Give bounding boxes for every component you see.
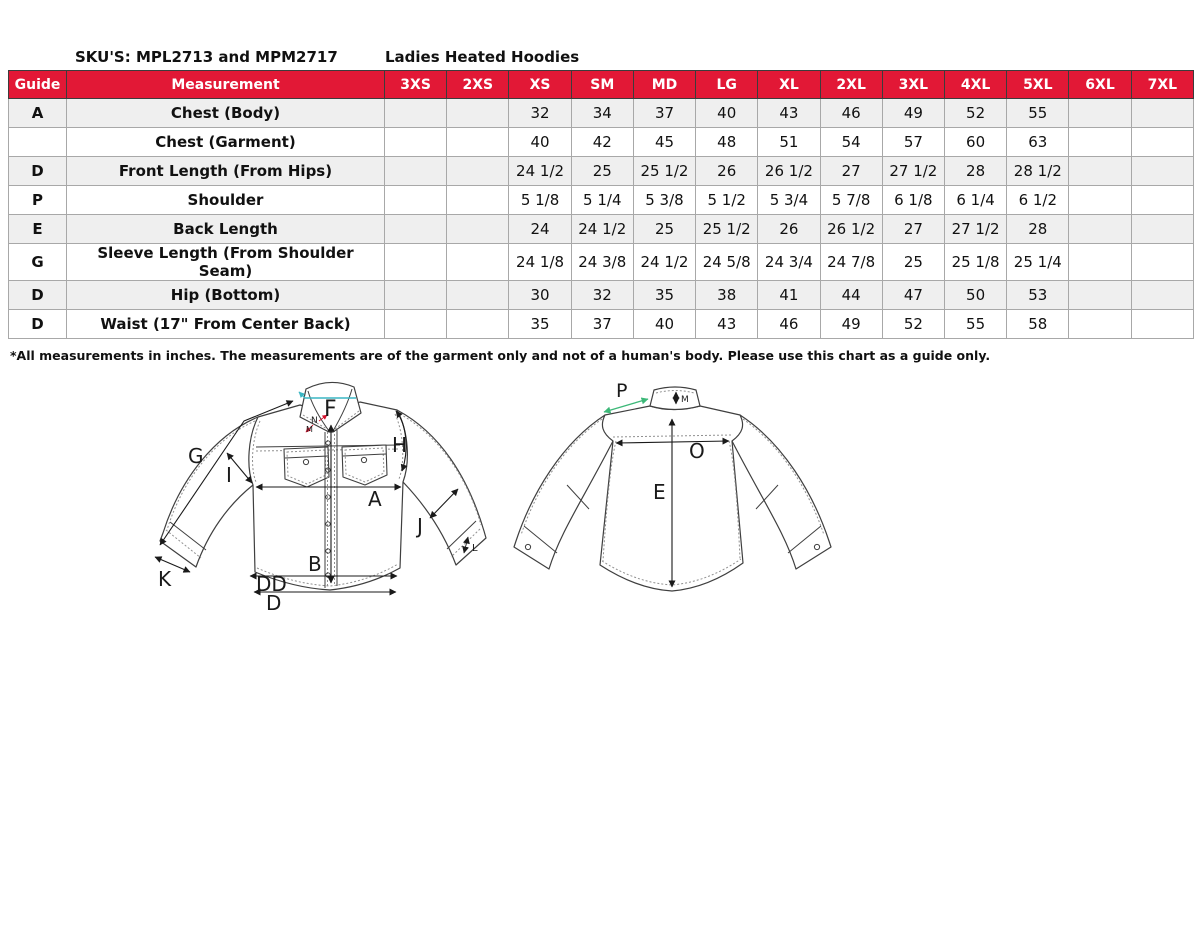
value-cell: 25 1/8	[944, 244, 1006, 281]
column-header-xl: XL	[758, 71, 820, 99]
value-cell: 38	[696, 281, 758, 310]
value-cell: 52	[944, 99, 1006, 128]
value-cell: 5 1/2	[696, 186, 758, 215]
value-cell: 27	[820, 157, 882, 186]
label-hem-width-D: D	[266, 591, 282, 615]
measurement-cell: Front Length (From Hips)	[67, 157, 385, 186]
value-cell: 24 1/2	[509, 157, 571, 186]
value-cell: 5 1/4	[571, 186, 633, 215]
value-cell: 40	[633, 310, 695, 339]
value-cell: 49	[882, 99, 944, 128]
value-cell: 30	[509, 281, 571, 310]
size-chart-table	[8, 70, 1194, 339]
value-cell: 43	[758, 99, 820, 128]
value-cell: 50	[944, 281, 1006, 310]
value-cell: 24 5/8	[696, 244, 758, 281]
value-cell: 5 3/8	[633, 186, 695, 215]
value-cell	[1131, 186, 1193, 215]
measurement-cell: Back Length	[67, 215, 385, 244]
value-cell	[385, 186, 447, 215]
front-view-drawing	[155, 382, 486, 615]
value-cell: 5 3/4	[758, 186, 820, 215]
value-cell: 55	[1007, 99, 1069, 128]
label-armhole-I: I	[226, 463, 232, 487]
value-cell: 63	[1007, 128, 1069, 157]
value-cell	[1069, 310, 1131, 339]
table-row	[9, 215, 1194, 244]
garment-diagram	[0, 375, 1200, 679]
value-cell: 54	[820, 128, 882, 157]
measurement-cell: Waist (17" From Center Back)	[67, 310, 385, 339]
guide-cell: D	[9, 310, 67, 339]
value-cell: 52	[882, 310, 944, 339]
measurement-cell: Sleeve Length (From Shoulder Seam)	[67, 244, 385, 281]
value-cell: 24 1/8	[509, 244, 571, 281]
value-cell: 25	[633, 215, 695, 244]
value-cell: 25	[571, 157, 633, 186]
back-left-sleeve	[514, 415, 613, 569]
value-cell: 27 1/2	[944, 215, 1006, 244]
value-cell: 57	[882, 128, 944, 157]
value-cell: 24 7/8	[820, 244, 882, 281]
value-cell: 51	[758, 128, 820, 157]
value-cell: 27	[882, 215, 944, 244]
value-cell	[385, 215, 447, 244]
value-cell: 35	[633, 281, 695, 310]
label-cuff-width-K: K	[158, 567, 172, 591]
value-cell: 6 1/2	[1007, 186, 1069, 215]
value-cell	[1069, 157, 1131, 186]
value-cell: 25	[882, 244, 944, 281]
value-cell	[385, 281, 447, 310]
label-back-width-O: O	[689, 439, 705, 463]
front-right-sleeve	[397, 410, 486, 565]
table-row	[9, 157, 1194, 186]
measurement-cell: Shoulder	[67, 186, 385, 215]
value-cell: 28	[1007, 215, 1069, 244]
value-cell	[385, 99, 447, 128]
guide-cell	[9, 128, 67, 157]
column-header-2xl: 2XL	[820, 71, 882, 99]
value-cell: 35	[509, 310, 571, 339]
guide-cell: D	[9, 281, 67, 310]
value-cell: 24 3/8	[571, 244, 633, 281]
value-cell	[385, 310, 447, 339]
value-cell: 53	[1007, 281, 1069, 310]
value-cell	[447, 157, 509, 186]
value-cell: 37	[633, 99, 695, 128]
value-cell	[1131, 310, 1193, 339]
label-collar-width-F: F	[324, 397, 337, 422]
value-cell: 5 7/8	[820, 186, 882, 215]
column-header-5xl: 5XL	[1007, 71, 1069, 99]
value-cell	[1069, 215, 1131, 244]
value-cell: 58	[1007, 310, 1069, 339]
value-cell: 60	[944, 128, 1006, 157]
value-cell	[447, 186, 509, 215]
value-cell	[447, 310, 509, 339]
value-cell: 26 1/2	[758, 157, 820, 186]
column-header-4xl: 4XL	[944, 71, 1006, 99]
value-cell	[447, 215, 509, 244]
label-hem-upper-DD: DD	[256, 572, 287, 596]
value-cell: 24 3/4	[758, 244, 820, 281]
value-cell	[447, 128, 509, 157]
table-row	[9, 310, 1194, 339]
value-cell: 24 1/2	[633, 244, 695, 281]
value-cell: 46	[758, 310, 820, 339]
value-cell	[1131, 128, 1193, 157]
value-cell: 25 1/2	[696, 215, 758, 244]
value-cell: 43	[696, 310, 758, 339]
value-cell: 47	[882, 281, 944, 310]
value-cell	[1131, 99, 1193, 128]
value-cell: 26 1/2	[820, 215, 882, 244]
value-cell	[385, 157, 447, 186]
value-cell	[447, 244, 509, 281]
guide-cell: G	[9, 244, 67, 281]
column-header-2xs: 2XS	[447, 71, 509, 99]
label-sleeve-length-G: G	[188, 444, 204, 468]
value-cell: 40	[696, 99, 758, 128]
column-header-3xl: 3XL	[882, 71, 944, 99]
guide-cell: D	[9, 157, 67, 186]
back-right-sleeve	[732, 415, 831, 569]
value-cell	[447, 281, 509, 310]
table-row	[9, 99, 1194, 128]
product-title: Ladies Heated Hoodies	[385, 48, 580, 66]
value-cell: 24 1/2	[571, 215, 633, 244]
value-cell: 46	[820, 99, 882, 128]
value-cell: 44	[820, 281, 882, 310]
value-cell: 25 1/2	[633, 157, 695, 186]
column-header-3xs: 3XS	[385, 71, 447, 99]
value-cell	[1069, 244, 1131, 281]
label-collar-height-M: M	[681, 395, 689, 405]
value-cell	[1069, 128, 1131, 157]
label-neck-N: N	[311, 416, 318, 426]
value-cell	[1069, 99, 1131, 128]
value-cell: 55	[944, 310, 1006, 339]
size-chart-body	[9, 99, 1194, 339]
value-cell	[447, 99, 509, 128]
back-view-drawing	[514, 380, 831, 591]
column-header-7xl: 7XL	[1131, 71, 1193, 99]
measurement-cell: Chest (Garment)	[67, 128, 385, 157]
column-header-measurement: Measurement	[67, 71, 385, 99]
title-bar	[0, 48, 1200, 70]
column-header-xs: XS	[509, 71, 571, 99]
measurement-cell: Hip (Bottom)	[67, 281, 385, 310]
label-cuff-height-L: L	[472, 543, 478, 554]
value-cell: 48	[696, 128, 758, 157]
guide-cell: A	[9, 99, 67, 128]
label-chest-width-A: A	[368, 487, 382, 511]
column-header-lg: LG	[696, 71, 758, 99]
value-cell	[385, 244, 447, 281]
value-cell: 26	[758, 215, 820, 244]
value-cell	[1131, 215, 1193, 244]
value-cell	[1069, 281, 1131, 310]
front-left-sleeve	[160, 417, 258, 567]
value-cell	[1131, 244, 1193, 281]
table-row	[9, 281, 1194, 310]
value-cell: 24	[509, 215, 571, 244]
value-cell: 32	[509, 99, 571, 128]
guide-cell: E	[9, 215, 67, 244]
value-cell: 49	[820, 310, 882, 339]
value-cell: 32	[571, 281, 633, 310]
value-cell: 26	[696, 157, 758, 186]
column-header-6xl: 6XL	[1069, 71, 1131, 99]
garment-measurement-diagram	[0, 375, 1200, 675]
value-cell: 25 1/4	[1007, 244, 1069, 281]
size-chart-header	[9, 71, 1194, 99]
measurement-footnote: *All measurements in inches. The measurements are of the garment only and not of a human's body. Please use this chart as a guide only.	[10, 348, 991, 363]
value-cell: 28 1/2	[1007, 157, 1069, 186]
value-cell: 37	[571, 310, 633, 339]
label-back-length-E: E	[653, 480, 666, 504]
value-cell	[1131, 157, 1193, 186]
sku-title: SKU'S: MPL2713 and MPM2717	[75, 48, 338, 66]
value-cell: 41	[758, 281, 820, 310]
label-shoulder-seam-H: H	[392, 433, 408, 457]
value-cell: 40	[509, 128, 571, 157]
label-collar-stand-M: M	[306, 425, 313, 434]
table-row	[9, 128, 1194, 157]
back-collar	[650, 387, 700, 410]
size-chart-header-row	[9, 71, 1194, 99]
measurement-cell: Chest (Body)	[67, 99, 385, 128]
label-forearm-J: J	[417, 514, 423, 538]
value-cell	[1131, 281, 1193, 310]
value-cell: 6 1/8	[882, 186, 944, 215]
value-cell: 6 1/4	[944, 186, 1006, 215]
column-header-guide: Guide	[9, 71, 67, 99]
value-cell	[1069, 186, 1131, 215]
value-cell: 34	[571, 99, 633, 128]
value-cell: 28	[944, 157, 1006, 186]
value-cell	[385, 128, 447, 157]
column-header-sm: SM	[571, 71, 633, 99]
value-cell: 27 1/2	[882, 157, 944, 186]
guide-cell: P	[9, 186, 67, 215]
value-cell: 45	[633, 128, 695, 157]
value-cell: 5 1/8	[509, 186, 571, 215]
column-header-md: MD	[633, 71, 695, 99]
table-row	[9, 244, 1194, 281]
value-cell: 42	[571, 128, 633, 157]
table-row	[9, 186, 1194, 215]
label-shoulder-P: P	[616, 380, 628, 402]
label-front-length-B: B	[308, 552, 322, 576]
